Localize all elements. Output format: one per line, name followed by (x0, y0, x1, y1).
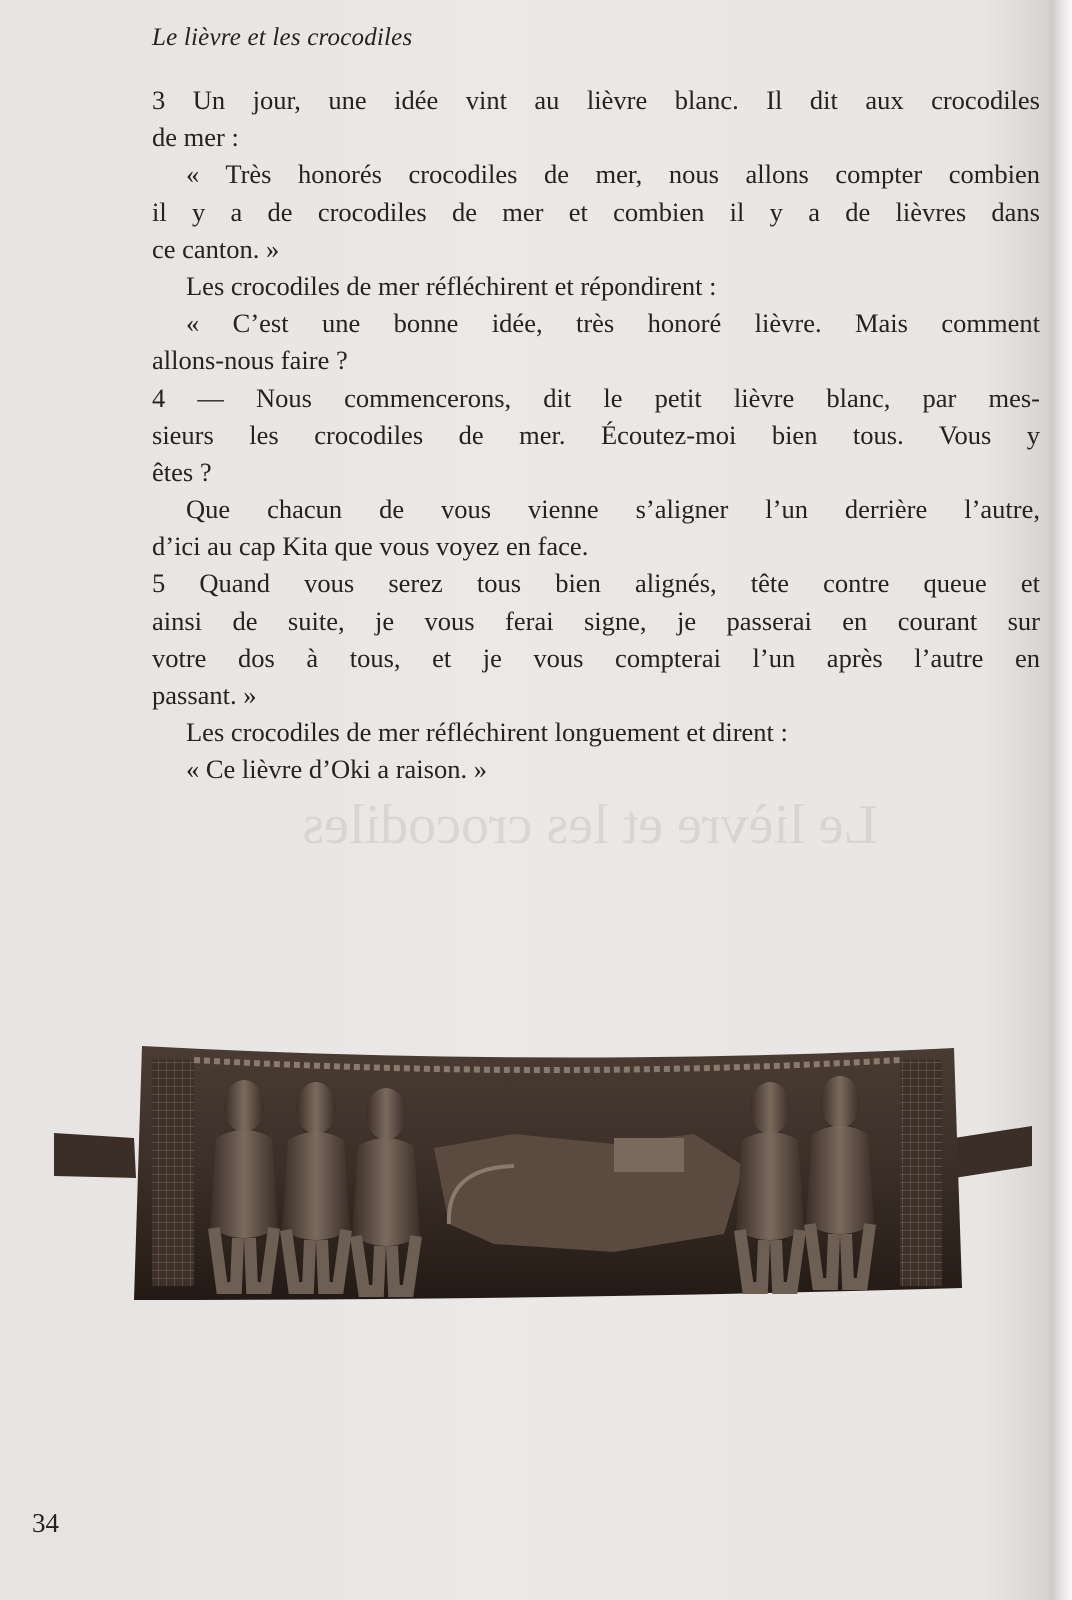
left-carved-panel (152, 1060, 194, 1286)
text-line: allons-nous faire ? (152, 345, 348, 376)
page-edge-shadow (1040, 0, 1072, 1600)
text-line: Les crocodiles de mer réfléchirent longuement et dirent : (186, 717, 788, 748)
text-line: « Ce lièvre d’Oki a raison. » (186, 754, 487, 785)
right-carved-panel (900, 1060, 942, 1286)
text-line: passant. » (152, 680, 257, 710)
text-line: Que chacun de vous vienne s’aligner l’un derrière l’autre, (186, 494, 1040, 525)
page-number: 34 (32, 1508, 59, 1538)
text-line: 5 Quand vous serez tous bien alignés, tête contre queue et (152, 568, 1040, 599)
text-line: d’ici au cap Kita que vous voyez en face. (152, 531, 589, 562)
text-line: 4 — Nous commencerons, dit le petit lièvre blanc, par mes- (152, 382, 1040, 413)
left-handle (54, 1133, 136, 1178)
text-line: êtes ? (152, 456, 212, 487)
text-line: 3 Un jour, une idée vint au lièvre blanc. Il dit aux crocodiles (152, 85, 1040, 115)
text-line: ainsi de suite, je vous ferai signe, je passerai en courant sur (152, 605, 1040, 636)
show-through-title: Le lièvre et les crocodiles (302, 794, 878, 856)
text-line: ce canton. » (152, 233, 280, 264)
text-line: votre dos à tous, et je vous compterai l’un après l’autre en (152, 642, 1040, 673)
text-line: Les crocodiles de mer réfléchirent et répondirent : (186, 270, 717, 301)
text-line: « Très honorés crocodiles de mer, nous allons compter combien (186, 159, 1040, 190)
right-handle (954, 1126, 1032, 1178)
text-line: de mer : (152, 122, 239, 153)
running-title: Le lièvre et les crocodiles (152, 24, 413, 51)
central-carving (434, 1134, 744, 1252)
text-line: sieurs les crocodiles de mer. Écoutez-moi bien tous. Vous y (152, 419, 1040, 450)
text-line: il y a de crocodiles de mer et combien il y a de lièvres dans (152, 196, 1040, 227)
story-text (152, 82, 1040, 789)
carved-wooden-headrest-photo (54, 1038, 1054, 1338)
text-line: « C’est une bonne idée, très honoré lièvre. Mais comment (186, 308, 1040, 339)
